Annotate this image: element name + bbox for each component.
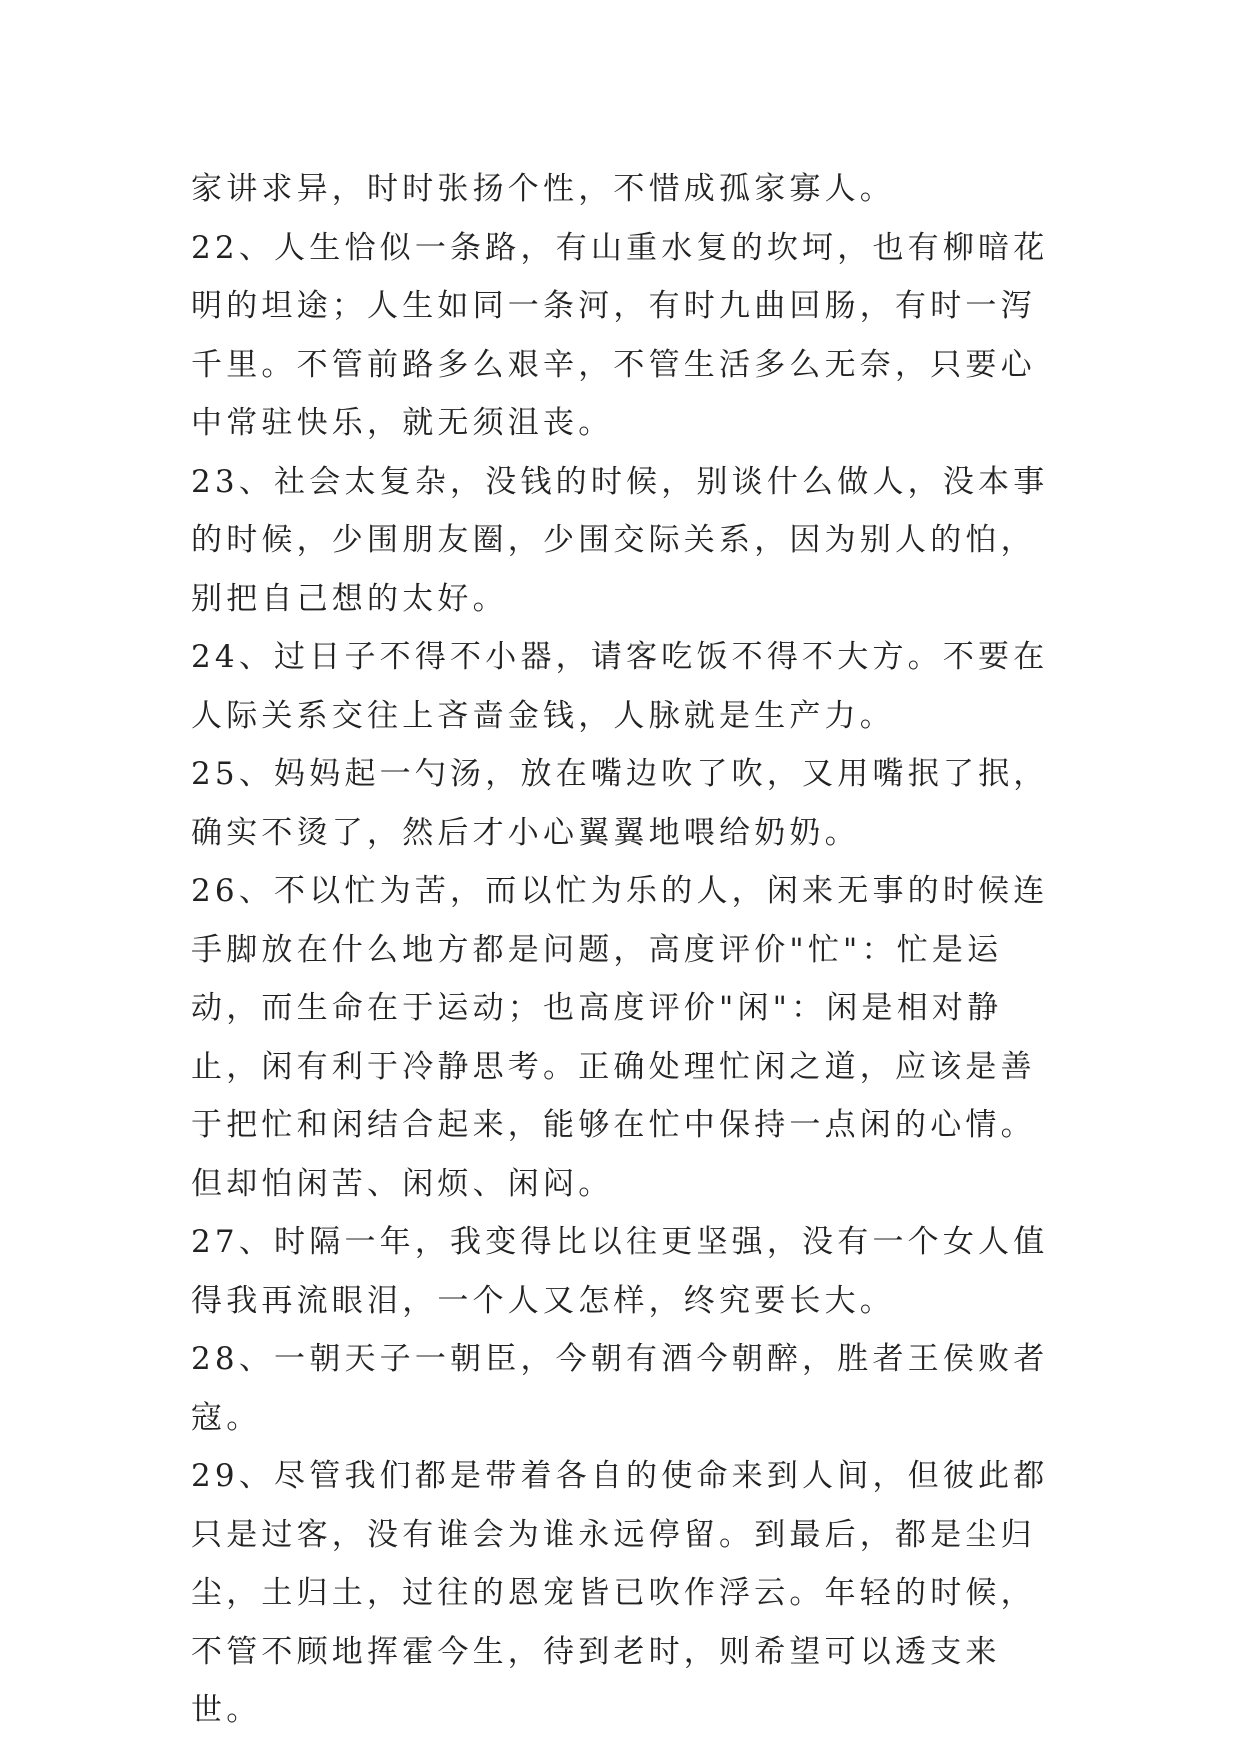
paragraph-25: 25、妈妈起一勺汤，放在嘴边吹了吹，又用嘴抿了抿，确实不烫了，然后才小心翼翼地喂给奶奶。 xyxy=(191,756,1049,851)
paragraph-29: 29、尽管我们都是带着各自的使命来到人间，但彼此都只是过客，没有谁会为谁永远停留。到最后，都是尘归尘，土归土，过往的恩宠皆已吹作浮云。年轻的时候，不管不顾地挥霍今生，待到老时，则希望可以透支来世。 xyxy=(191,1458,1049,1728)
document-body xyxy=(191,160,1063,1740)
paragraph-26: 26、不以忙为苦，而以忙为乐的人，闲来无事的时候连手脚放在什么地方都是问题，高度评价"忙"：忙是运动，而生命在于运动；也高度评价"闲"：闲是相对静止，闲有利于冷静思考。正确处理忙闲之道，应该是善于把忙和闲结合起来，能够在忙中保持一点闲的心情。但却怕闲苦、闲烦、闲闷。 xyxy=(191,873,1049,1202)
paragraph-28: 28、一朝天子一朝臣，今朝有酒今朝醉，胜者王侯败者寇。 xyxy=(191,1341,1049,1436)
paragraph-27: 27、时隔一年，我变得比以往更坚强，没有一个女人值得我再流眼泪，一个人又怎样，终究要长大。 xyxy=(191,1224,1049,1319)
paragraph-continuation: 家讲求异，时时张扬个性，不惜成孤家寡人。 xyxy=(191,171,895,207)
paragraph-22: 22、人生恰似一条路，有山重水复的坎坷，也有柳暗花明的坦途；人生如同一条河，有时九曲回肠，有时一泻千里。不管前路多么艰辛，不管生活多么无奈，只要心中常驻快乐，就无须沮丧。 xyxy=(191,229,1049,441)
paragraph-24: 24、过日子不得不小器，请客吃饭不得不大方。不要在人际关系交往上吝啬金钱，人脉就是生产力。 xyxy=(191,639,1049,734)
paragraph-23: 23、社会太复杂，没钱的时候，别谈什么做人，没本事的时候，少围朋友圈，少围交际关系，因为别人的怕，别把自己想的太好。 xyxy=(191,463,1049,617)
